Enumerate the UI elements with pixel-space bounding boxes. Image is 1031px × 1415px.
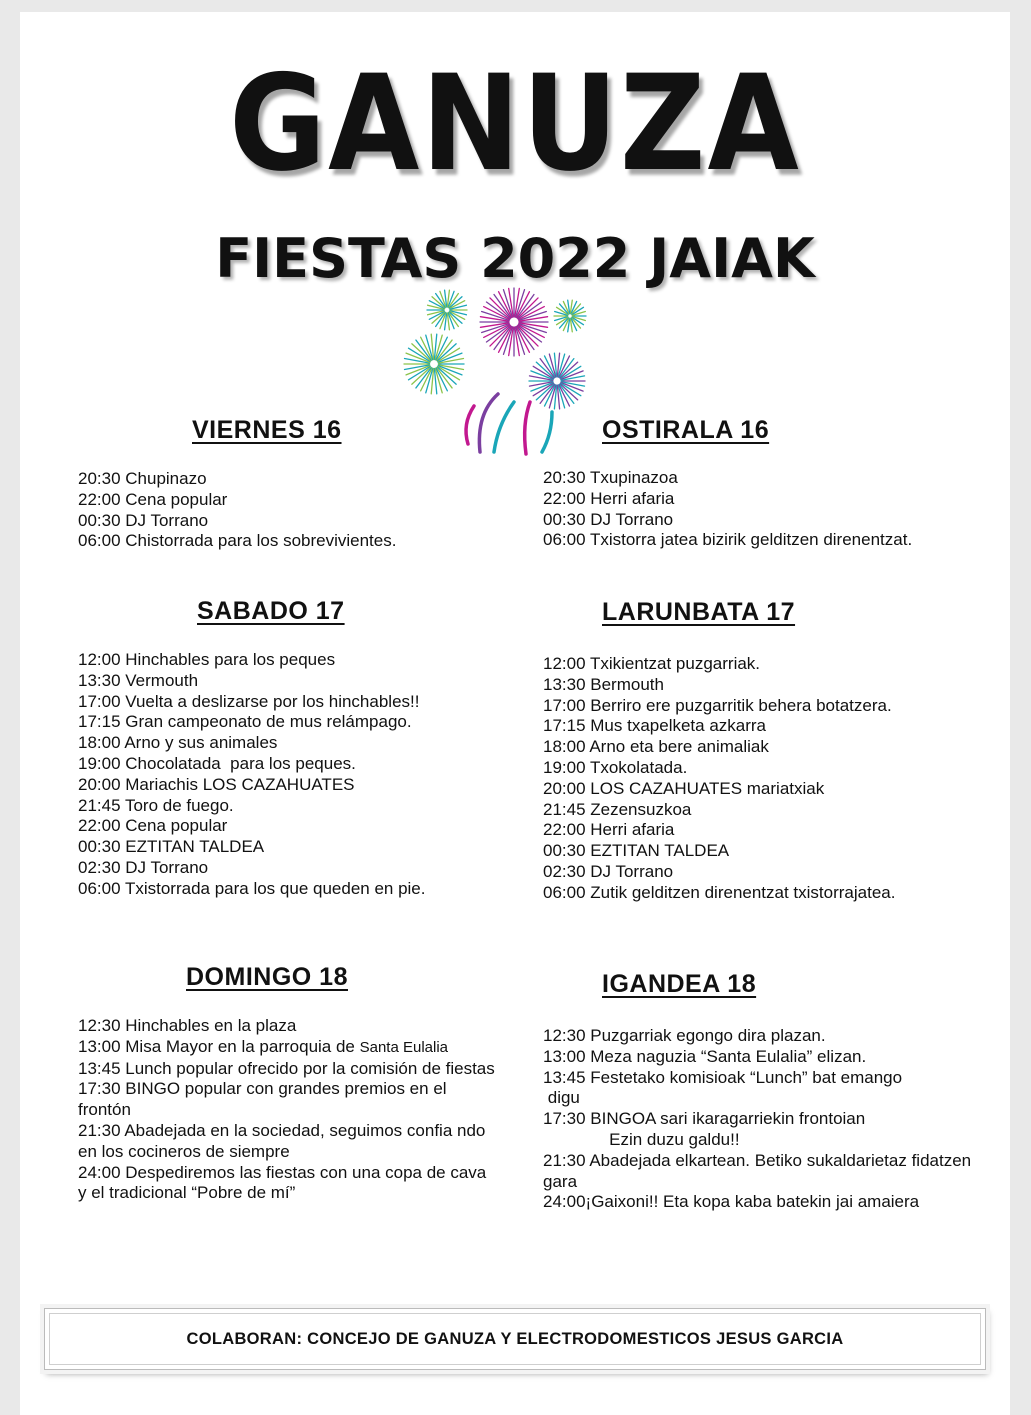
poster-subtitle: FIESTAS 2022 JAIAK <box>215 227 815 290</box>
list-item: 02:30 DJ Torrano <box>78 857 209 877</box>
list-item: 06:00 Chistorrada para los sobrevivientes. <box>78 531 397 551</box>
list-item: 19:00 Txokolatada. <box>543 757 688 777</box>
list-item: 12:30 Hinchables en la plaza <box>78 1016 297 1035</box>
poster <box>20 12 1010 1415</box>
list-item: 00:30 DJ Torrano <box>78 510 209 530</box>
list-item: 00:30 EZTITAN TALDEA <box>78 837 265 857</box>
list-item: 17:00 Vuelta a deslizarse por los hinchables!! <box>78 691 420 711</box>
heading-igandea: IGANDEA 18 <box>602 970 757 998</box>
list-ostirala <box>543 468 983 551</box>
list-item: 22:00 Cena popular <box>78 816 228 836</box>
list-item: 13:30 Bermouth <box>543 674 664 694</box>
list-item: 17:15 Mus txapelketa azkarra <box>543 716 767 736</box>
list-item <box>78 1037 498 1059</box>
list-item: 00:30 DJ Torrano <box>543 509 674 529</box>
list-item: 06:00 Zutik gelditzen direnentzat txistorrajatea. <box>543 882 896 902</box>
list-item: 20:00 LOS CAZAHUATES mariatxiak <box>543 778 825 798</box>
list-viernes <box>78 469 498 552</box>
list-item: 06:00 Txistorra jatea bizirik gelditzen direnentzat. <box>543 530 913 550</box>
list-item: 21:45 Toro de fuego. <box>78 795 234 815</box>
list-item: 18:00 Arno eta bere animaliak <box>543 737 769 757</box>
list-item: 12:00 Txikientzat puzgarriak. <box>543 654 761 673</box>
heading-domingo: DOMINGO 18 <box>186 963 348 991</box>
misa-place: Santa Eulalia <box>359 1038 449 1056</box>
list-item: 02:30 DJ Torrano <box>543 861 674 881</box>
list-item: 13:45 Lunch popular ofrecido por la comisión de fiestas <box>78 1058 495 1078</box>
list-item: 06:00 Txistorrada para los que queden en pie. <box>78 878 426 898</box>
list-item: 21:45 Zezensuzkoa <box>543 799 692 819</box>
list-item: 19:00 Chocolatada para los peques. <box>78 753 356 773</box>
list-item: 21:30 Abadejada elkartean. Betiko sukaldarietaz fidatzen gara <box>543 1150 976 1191</box>
list-item: 17:30 BINGO popular con grandes premios en el frontón <box>78 1079 452 1120</box>
poster-title: GANUZA <box>229 45 801 201</box>
heading-sabado: SABADO 17 <box>197 597 345 625</box>
heading-larunbata: LARUNBATA 17 <box>602 598 796 626</box>
list-item: 22:00 Herri afaria <box>543 488 675 508</box>
list-item: 17:00 Berriro ere puzgarritik behera botatzera. <box>543 695 892 715</box>
list-item: 13:30 Vermouth <box>78 670 199 690</box>
list-item: 20:30 Txupinazoa <box>543 468 678 487</box>
list-item: 13:00 Meza naguzia “Santa Eulalia” elizan. <box>543 1046 867 1066</box>
list-sabado <box>78 650 498 900</box>
fireworks-icon <box>402 284 602 459</box>
heading-ostirala: OSTIRALA 16 <box>602 416 770 444</box>
list-larunbata <box>543 654 983 904</box>
list-item: 13:45 Festetako komisioak “Lunch” bat emango digu <box>543 1067 903 1108</box>
list-item: 00:30 EZTITAN TALDEA <box>543 841 730 861</box>
sponsors-text: COLABORAN: CONCEJO DE GANUZA Y ELECTRODOMESTICOS JESUS GARCIA <box>49 1313 981 1365</box>
list-igandea <box>543 1026 983 1213</box>
list-domingo <box>78 1016 498 1204</box>
list-item: 20:30 Chupinazo <box>78 469 207 488</box>
list-item: 17:15 Gran campeonato de mus relámpago. <box>78 712 412 732</box>
list-item: 17:30 BINGOA sari ikaragarriekin frontoian Ezin duzu galdu!! <box>543 1109 866 1149</box>
sponsors-box <box>44 1308 986 1370</box>
list-item: 18:00 Arno y sus animales <box>78 733 278 753</box>
list-item: 20:00 Mariachis LOS CAZAHUATES <box>78 774 355 794</box>
heading-viernes: VIERNES 16 <box>192 416 342 444</box>
list-item: 12:00 Hinchables para los peques <box>78 650 336 669</box>
list-item: 24:00¡Gaixoni!! Eta kopa kaba batekin jai amaiera <box>543 1192 920 1212</box>
misa-text: 13:00 Misa Mayor en la parroquia de <box>78 1036 360 1056</box>
list-item: 24:00 Despediremos las fiestas con una copa de cava y el tradicional “Pobre de mí” <box>78 1162 491 1203</box>
list-item: 21:30 Abadejada en la sociedad, seguimos confia ndo en los cocineros de siempre <box>78 1120 491 1161</box>
list-item: 22:00 Herri afaria <box>543 820 675 840</box>
list-item: 12:30 Puzgarriak egongo dira plazan. <box>543 1026 826 1045</box>
list-item: 22:00 Cena popular <box>78 489 228 509</box>
